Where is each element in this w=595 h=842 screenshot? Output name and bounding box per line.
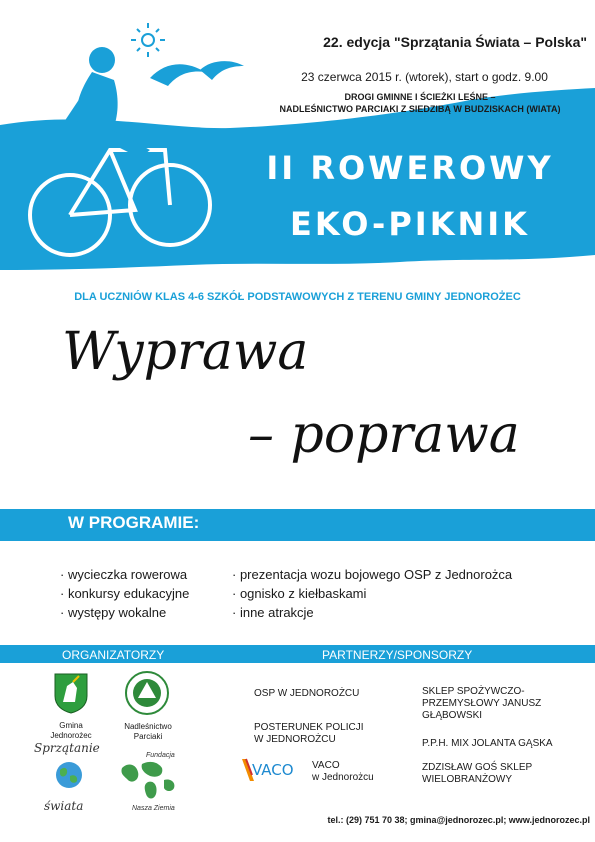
globe-icon [54, 760, 84, 790]
event-title-line-2: EKO-PIKNIK [290, 205, 530, 243]
sprzatanie-text-top: Sprzątanie [34, 741, 100, 755]
route-line-2: NADLEŚNICTWO PARCIAKI Z SIEDZIBĄ W BUDZISKACH (WIATA) [279, 104, 561, 114]
nadl-line-1: Nadleśnictwo [124, 722, 172, 731]
lasy-panstwowe-icon [124, 670, 170, 716]
fundacja-text-top: Fundacja [146, 752, 175, 759]
vaco-wordmark: VACO [252, 761, 294, 779]
sun-icon [131, 23, 165, 57]
vaco-line-2: w Jednorożcu [312, 772, 374, 783]
list-item: · prezentacja wozu bojowego OSP z Jednorożca [232, 565, 512, 584]
contact-line: tel.: (29) 751 70 38; gmina@jednorozec.pl; www.jednorozec.pl [327, 815, 590, 825]
sprzatanie-text-bottom: świata [44, 799, 84, 813]
sklep-line-3: GŁĄBOWSKI [422, 710, 483, 721]
partners-label: PARTNERZY/SPONSORZY [322, 648, 473, 662]
event-date: 23 czerwca 2015 r. (wtorek), start o godz. 9.00 [301, 70, 548, 84]
route-info [250, 91, 590, 115]
zdzislaw-line-2: WIELOBRANŻOWY [422, 774, 513, 785]
edition-heading: 22. edycja "Sprzątania Świata – Polska" [323, 34, 587, 50]
partner-pph-mix: P.P.H. MIX JOLANTA GĄSKA [422, 738, 553, 749]
policja-line-2: W JEDNOROŻCU [254, 734, 336, 745]
partner-policja [254, 722, 363, 746]
gmina-name [38, 721, 104, 741]
route-line-1: DROGI GMINNE I ŚCIEŻKI LEŚNE – [344, 92, 496, 102]
slogan-line-1: Wyprawa [62, 322, 309, 382]
gmina-crest-icon [53, 672, 89, 714]
nadl-line-2: Parciaki [133, 732, 163, 741]
event-title-line-1: II ROWEROWY [266, 149, 554, 187]
list-item: · ognisko z kiełbaskami [232, 584, 512, 603]
audience-line: DLA UCZNIÓW KLAS 4-6 SZKÓŁ PODSTAWOWYCH Z TERENU GMINY JEDNOROŻEC [74, 291, 521, 303]
partner-vaco [312, 760, 374, 784]
vaco-line-1: VACO [312, 760, 340, 771]
event-title [230, 140, 590, 252]
partner-zdzislaw [422, 762, 532, 786]
gmina-line-1: Gmina [59, 721, 83, 730]
world-map-icon [118, 754, 180, 806]
fundacja-text-bottom: Nasza Ziemia [132, 805, 175, 812]
program-list-left [60, 565, 189, 622]
list-item: · inne atrakcje [232, 603, 512, 622]
list-item: · konkursy edukacyjne [60, 584, 189, 603]
organizers-label: ORGANIZATORZY [62, 648, 165, 662]
sklep-line-2: PRZEMYSŁOWY JANUSZ [422, 698, 542, 709]
policja-line-1: POSTERUNEK POLICJI [254, 722, 364, 733]
program-list-right [232, 565, 512, 622]
nadlesnictwo-name [115, 722, 181, 742]
slogan-line-2: – poprawa [248, 405, 520, 465]
gmina-line-2: Jednorożec [50, 731, 92, 740]
sklep-line-1: SKLEP SPOŻYWCZO- [422, 686, 525, 697]
list-item: · występy wokalne [60, 603, 189, 622]
program-label: W PROGRAMIE: [68, 513, 200, 532]
partner-osp: OSP W JEDNOROŻCU [254, 688, 360, 699]
zdzislaw-line-1: ZDZISŁAW GOŚ SKLEP [422, 762, 533, 773]
list-item: · wycieczka rowerowa [60, 565, 189, 584]
partner-sklep-glabowski [422, 686, 541, 722]
